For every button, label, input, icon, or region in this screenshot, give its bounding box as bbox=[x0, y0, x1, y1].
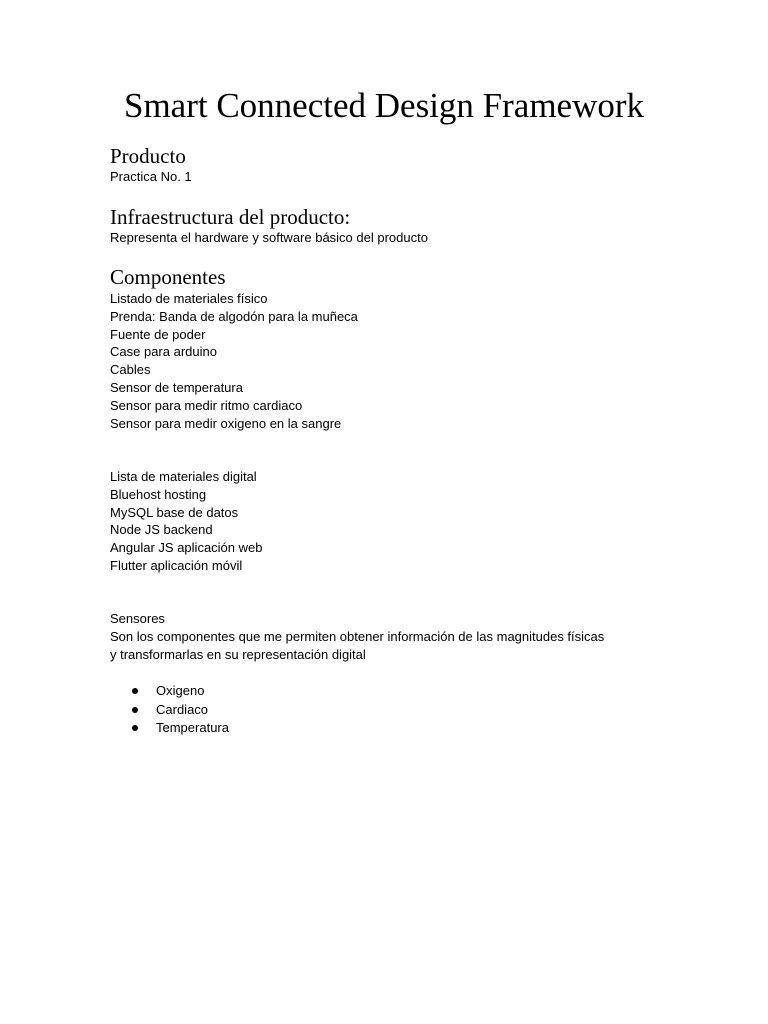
bullet-item-label: Temperatura bbox=[156, 720, 229, 735]
list-item: MySQL base de datos bbox=[110, 504, 239, 520]
list-item: Prenda: Banda de algodón para la muñeca bbox=[110, 308, 358, 324]
list-item: Cables bbox=[110, 362, 151, 378]
sensor-bullet-list bbox=[130, 682, 229, 738]
list-item: Sensor de temperatura bbox=[110, 379, 243, 395]
infraestructura-text: Representa el hardware y software básico del producto bbox=[110, 230, 428, 245]
producto-heading: Producto bbox=[110, 144, 186, 168]
producto-text: Practica No. 1 bbox=[110, 169, 192, 184]
list-item: Sensor para medir ritmo cardiaco bbox=[110, 397, 303, 413]
list-item: Lista de materiales digital bbox=[110, 469, 257, 484]
componentes-heading: Componentes bbox=[110, 265, 226, 289]
list-item: Case para arduino bbox=[110, 344, 217, 360]
sensores-label: Sensores bbox=[110, 611, 165, 626]
list-item: Fuente de poder bbox=[110, 326, 206, 342]
list-item: Listado de materiales físico bbox=[110, 291, 268, 306]
list-item: Angular JS aplicación web bbox=[110, 540, 263, 556]
infraestructura-heading: Infraestructura del producto: bbox=[110, 205, 351, 229]
digital-materials-list bbox=[110, 468, 262, 575]
bullet-item bbox=[130, 701, 229, 720]
document-title: Smart Connected Design Framework bbox=[123, 86, 645, 125]
list-item: Flutter aplicación móvil bbox=[110, 557, 243, 573]
sensores-description-line1: Son los componentes que me permiten obtener información de las magnitudes físicas bbox=[110, 629, 605, 644]
list-item: Sensor para medir oxigeno en la sangre bbox=[110, 415, 342, 431]
list-item: Bluehost hosting bbox=[110, 486, 207, 502]
bullet-item bbox=[130, 719, 229, 738]
sensores-description-line2: y transformarlas en su representación digital bbox=[110, 647, 366, 662]
bullet-icon bbox=[132, 725, 138, 731]
bullet-item bbox=[130, 682, 229, 701]
bullet-item-label: Oxigeno bbox=[156, 683, 205, 698]
bullet-icon bbox=[132, 707, 138, 713]
bullet-icon bbox=[132, 688, 138, 694]
list-item: Node JS backend bbox=[110, 522, 213, 538]
bullet-item-label: Cardiaco bbox=[156, 701, 209, 717]
physical-materials-list bbox=[110, 290, 358, 432]
